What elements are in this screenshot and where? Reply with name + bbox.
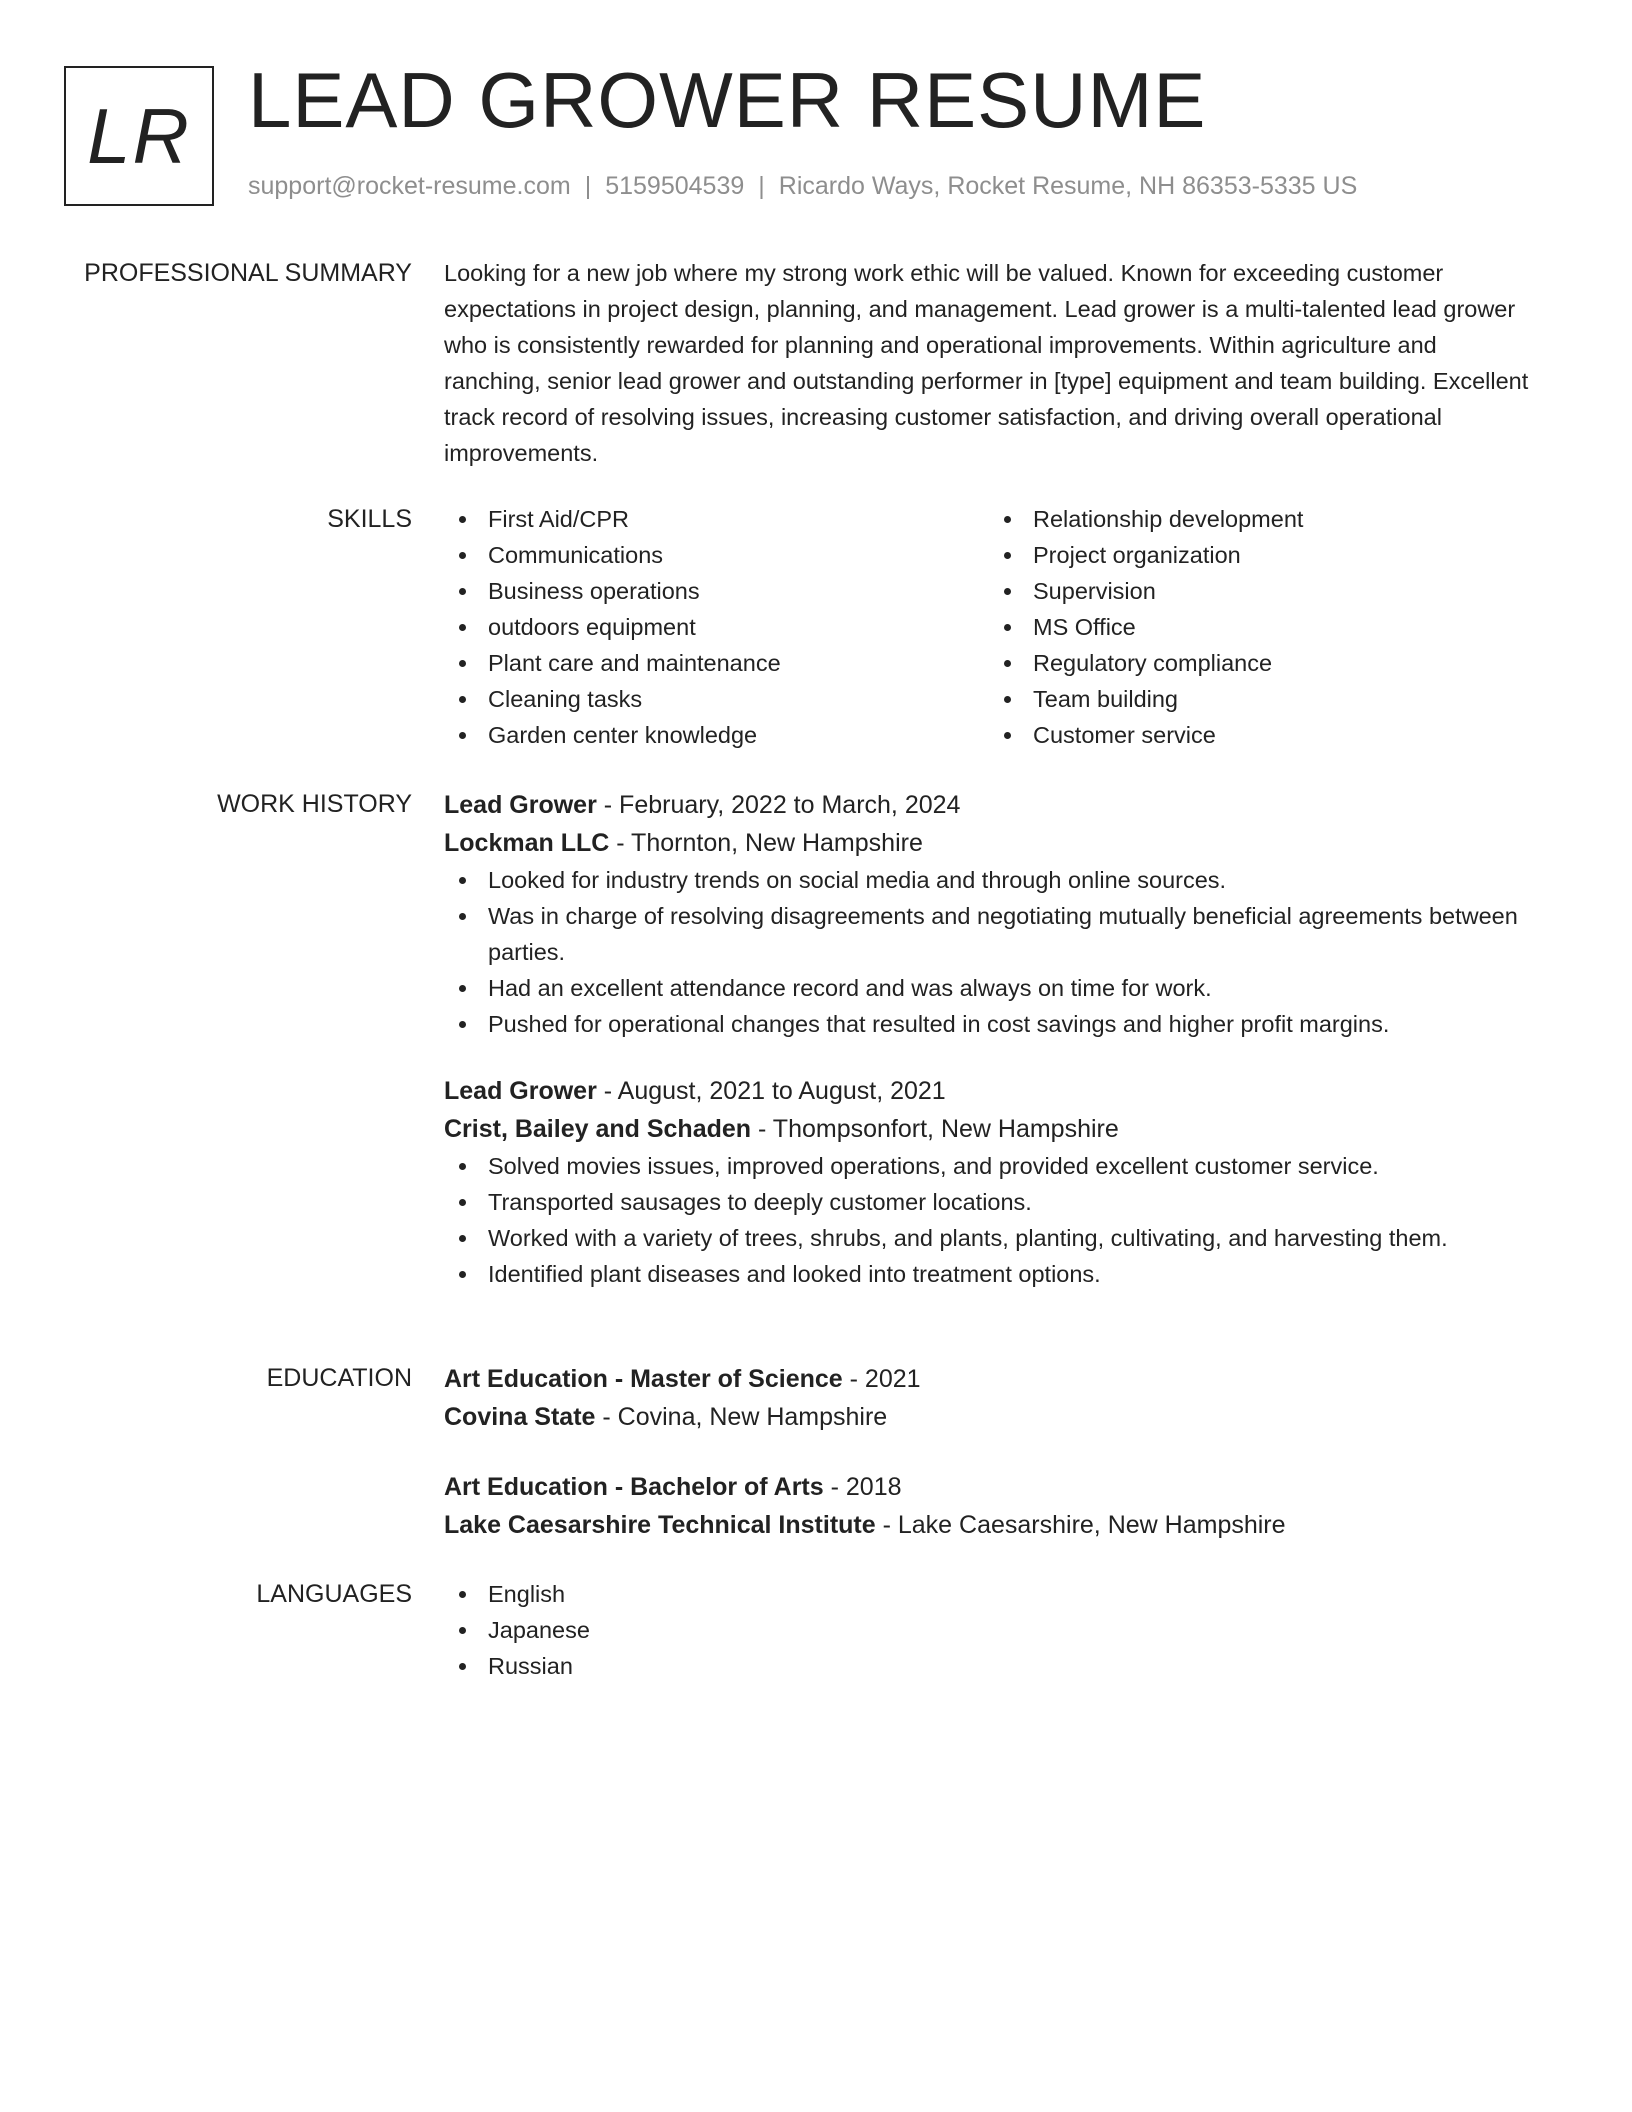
job-company-line [444, 1110, 1534, 1148]
languages-list [444, 1576, 1534, 1684]
skill-item: Regulatory compliance [989, 645, 1534, 681]
skill-item: Supervision [989, 573, 1534, 609]
job-location: - Thornton, New Hampshire [609, 829, 923, 857]
job-company-line [444, 824, 1534, 862]
job-duty: Solved movies issues, improved operations, and provided excellent customer service. [444, 1148, 1534, 1184]
contact-line [248, 172, 1357, 201]
job-dates: - February, 2022 to March, 2024 [596, 791, 961, 819]
education-degree: Art Education - Master of Science [444, 1365, 843, 1393]
job-entry [444, 1072, 1534, 1292]
job-title: Lead Grower [444, 1077, 597, 1105]
job-title: Lead Grower [444, 791, 597, 819]
job-location: - Thompsonfort, New Hampshire [751, 1115, 1119, 1143]
section-label-languages: LANGUAGES [256, 1580, 412, 1608]
skill-item: Plant care and maintenance [444, 645, 989, 681]
education-year: - 2021 [842, 1365, 921, 1393]
language-item: Russian [444, 1648, 1534, 1684]
skill-item: Garden center knowledge [444, 717, 989, 753]
work-history-body [444, 786, 1534, 1292]
skill-item: Communications [444, 537, 989, 573]
education-body [444, 1360, 1534, 1544]
education-degree-line [444, 1360, 1534, 1398]
skill-item: Relationship development [989, 501, 1534, 537]
job-duties [444, 862, 1534, 1042]
education-entry [444, 1360, 1534, 1436]
section-label-skills: SKILLS [327, 505, 412, 533]
job-company: Lockman LLC [444, 829, 610, 857]
resume-title: LEAD GROWER RESUME [248, 56, 1207, 144]
skill-item: Business operations [444, 573, 989, 609]
education-entry [444, 1468, 1534, 1544]
education-location: - Covina, New Hampshire [595, 1403, 888, 1431]
skills-column-left [444, 501, 989, 753]
job-title-line [444, 786, 1534, 824]
education-degree: Art Education - Bachelor of Arts [444, 1473, 824, 1501]
contact-email: support@rocket-resume.com [248, 172, 571, 200]
contact-separator: | [584, 172, 592, 200]
job-duty: Worked with a variety of trees, shrubs, and plants, planting, cultivating, and harvesting them. [444, 1220, 1534, 1256]
skill-item: Customer service [989, 717, 1534, 753]
job-dates: - August, 2021 to August, 2021 [596, 1077, 946, 1105]
monogram-logo: LR [64, 66, 214, 206]
job-duty: Identified plant diseases and looked into treatment options. [444, 1256, 1534, 1292]
summary-body [444, 255, 1534, 471]
skill-item: Team building [989, 681, 1534, 717]
section-label-summary: PROFESSIONAL SUMMARY [84, 259, 412, 287]
section-label-work: WORK HISTORY [217, 790, 412, 818]
skills-column-right [989, 501, 1534, 753]
job-title-line [444, 1072, 1534, 1110]
skills-grid [444, 501, 1534, 753]
job-duty: Had an excellent attendance record and was always on time for work. [444, 970, 1534, 1006]
job-entry [444, 786, 1534, 1042]
languages-body [444, 1576, 1534, 1684]
education-school: Covina State [444, 1403, 596, 1431]
job-duty: Looked for industry trends on social media and through online sources. [444, 862, 1534, 898]
education-school: Lake Caesarshire Technical Institute [444, 1511, 876, 1539]
job-company: Crist, Bailey and Schaden [444, 1115, 752, 1143]
contact-separator: | [758, 172, 765, 200]
section-label-education: EDUCATION [266, 1364, 412, 1392]
contact-address: Ricardo Ways, Rocket Resume, NH 86353-5335 US [778, 172, 1358, 200]
skill-item: Project organization [989, 537, 1534, 573]
job-duties [444, 1148, 1534, 1292]
job-duty: Pushed for operational changes that resulted in cost savings and higher profit margins. [444, 1006, 1534, 1042]
language-item: English [444, 1576, 1534, 1612]
summary-text: Looking for a new job where my strong work ethic will be valued. Known for exceeding customer expectations in project design, planning, and management. Lead grower is a multi-talented lead grower who is consistently rewarded for planning and operational improvements. Within agriculture and ranching, senior lead grower and outstanding performer in [type] equipment and team building. Excellent track record of resolving issues, increasing customer satisfaction, and driving overall operational improvements. [444, 260, 1529, 466]
education-school-line [444, 1506, 1534, 1544]
education-degree-line [444, 1468, 1534, 1506]
language-item: Japanese [444, 1612, 1534, 1648]
skill-item: First Aid/CPR [444, 501, 989, 537]
skill-item: MS Office [989, 609, 1534, 645]
education-year: - 2018 [823, 1473, 902, 1501]
education-school-line [444, 1398, 1534, 1436]
skill-item: outdoors equipment [444, 609, 989, 645]
job-duty: Transported sausages to deeply customer locations. [444, 1184, 1534, 1220]
skill-item: Cleaning tasks [444, 681, 989, 717]
job-duty: Was in charge of resolving disagreements and negotiating mutually beneficial agreements between parties. [444, 898, 1534, 970]
education-location: - Lake Caesarshire, New Hampshire [875, 1511, 1286, 1539]
contact-phone: 5159504539 [605, 172, 745, 200]
